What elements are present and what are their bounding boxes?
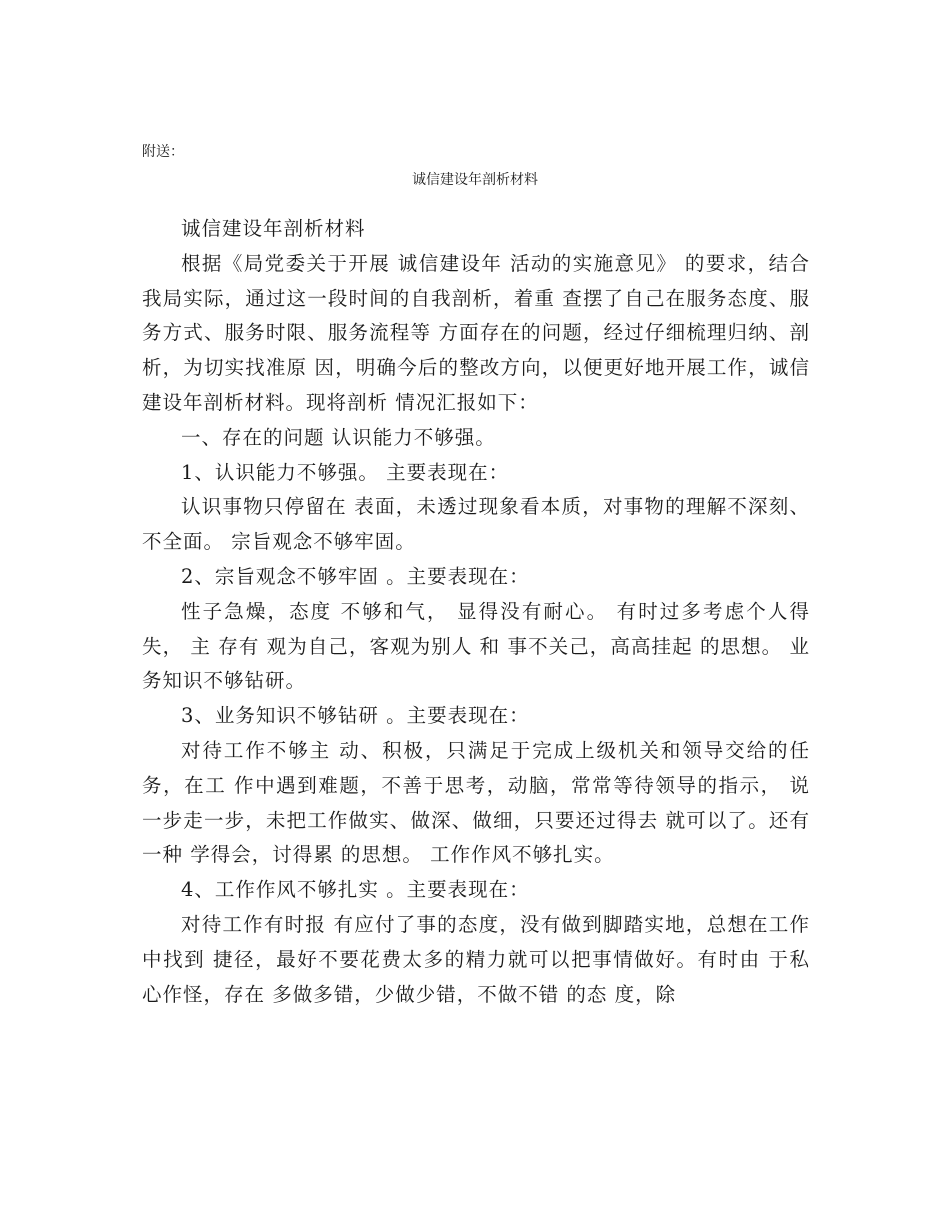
document-body [142,212,810,1012]
item-heading-2: 2、宗旨观念不够牢固 。主要表现在： [181,564,530,588]
paragraph-heading: 诚信建设年剖析材料 [181,217,366,240]
document-title: 诚信建设年剖析材料 [412,172,538,188]
item-heading-3: 3、业务知识不够钻研 。主要表现在： [181,704,530,728]
item-body-1: 认识事物只停留在 表面，未透过现象看本质，对事物的理解不深刻、不全面。 宗旨观念不够牢固。 [142,495,810,554]
item-body-4: 对待工作有时报 有应付了事的态度，没有做到脚踏实地，总想在工作中找到 捷径，最好不要花费太多的精力就可以把事情做好。有时由 于私心作怪，存在 多做多错，少做少错，不做不错 的态 度，除 [142,912,810,1006]
item-body-2: 性子急燥，态度 不够和气， 显得没有耐心。 有时过多考虑个人得失， 主 存有 观为自己，客观为别人 和 事不关己，高高挂起 的思想。 业务知识不够钻研。 [142,599,810,693]
item-heading-4: 4、工作作风不够扎实 。主要表现在： [181,878,530,902]
item-body-3: 对待工作不够主 动、积极，只满足于完成上级机关和领导交给的任务，在工 作中遇到难题，不善于思考，动脑，常常等待领导的指示， 说一步走一步，未把工作做实、做深、做细，只要还过得去 就可以了。还有一种 学得会，讨得累 的思想。 工作作风不够扎实。 [142,738,810,867]
section-heading-problems: 一、存在的问题 认识能力不够强。 [181,425,496,449]
paragraph-intro: 根据《局党委关于开展 诚信建设年 活动的实施意见》 的要求，结合我局实际，通过这一段时间的自我剖析，着重 查摆了自己在服务态度、服务方式、服务时限、服务流程等 方面存在的问题，经过仔细梳理归纳、剖析，为切实找准原 因，明确今后的整改方向，以便更好地开展工作，诚信建设年剖析材料。现将剖析 情况汇报如下： [142,251,810,414]
item-heading-1: 1、认识能力不够强。 主要表现在： [181,460,510,484]
attachment-label: 附送： [142,144,184,160]
